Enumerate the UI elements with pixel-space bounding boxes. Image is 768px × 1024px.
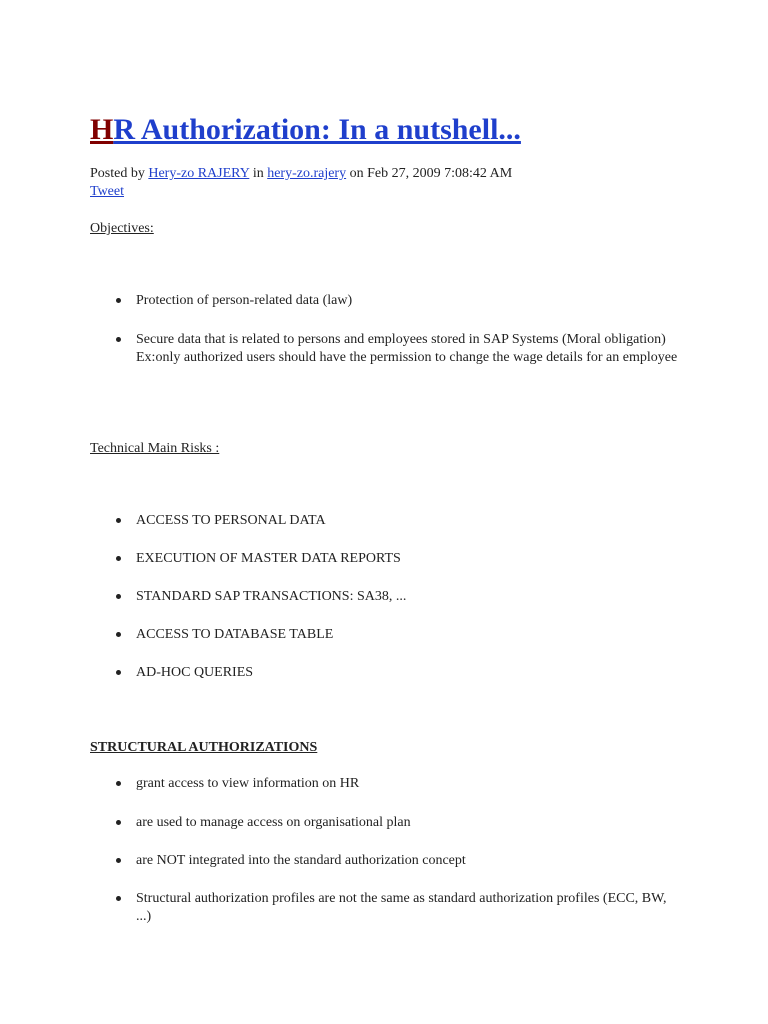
post-date: on Feb 27, 2009 7:08:42 AM (349, 166, 513, 181)
objectives-heading: Objectives: (90, 221, 154, 236)
tweet-link[interactable]: Tweet (90, 184, 125, 199)
list-item: Protection of person-related data (law) (114, 292, 684, 310)
risks-heading: Technical Main Risks : (90, 441, 220, 456)
list-item: STANDARD SAP TRANSACTIONS: SA38, ... (114, 588, 684, 606)
list-item: grant access to view information on HR (114, 775, 684, 793)
list-item: Structural authorization profiles are not the same as standard authorization profiles (ECC, BW, ...) (114, 890, 684, 926)
objectives-list (114, 292, 684, 367)
in-label: in (252, 166, 264, 181)
structural-heading: STRUCTURAL AUTHORIZATIONS (90, 740, 318, 755)
title-text[interactable]: R Authorization: In a nutshell... (113, 113, 521, 146)
list-item: ACCESS TO PERSONAL DATA (114, 512, 684, 530)
list-item: AD-HOC QUERIES (114, 664, 684, 682)
list-item: Secure data that is related to persons and employees stored in SAP Systems (Moral obligation) Ex:only authorized users should have the permission to change the wage details for an employee (114, 331, 684, 367)
blog-link[interactable]: hery-zo.rajery (267, 166, 347, 181)
byline (90, 164, 512, 183)
list-item: ACCESS TO DATABASE TABLE (114, 626, 684, 644)
list-item: are NOT integrated into the standard authorization concept (114, 852, 684, 870)
title-first-letter[interactable]: H (90, 113, 114, 146)
list-item: are used to manage access on organisational plan (114, 814, 684, 832)
list-item: EXECUTION OF MASTER DATA REPORTS (114, 550, 684, 568)
author-link[interactable]: Hery-zo RAJERY (148, 166, 250, 181)
risks-list (114, 512, 684, 682)
posted-by-label: Posted by (90, 166, 145, 181)
page-title[interactable] (90, 110, 521, 150)
structural-list (114, 775, 684, 926)
